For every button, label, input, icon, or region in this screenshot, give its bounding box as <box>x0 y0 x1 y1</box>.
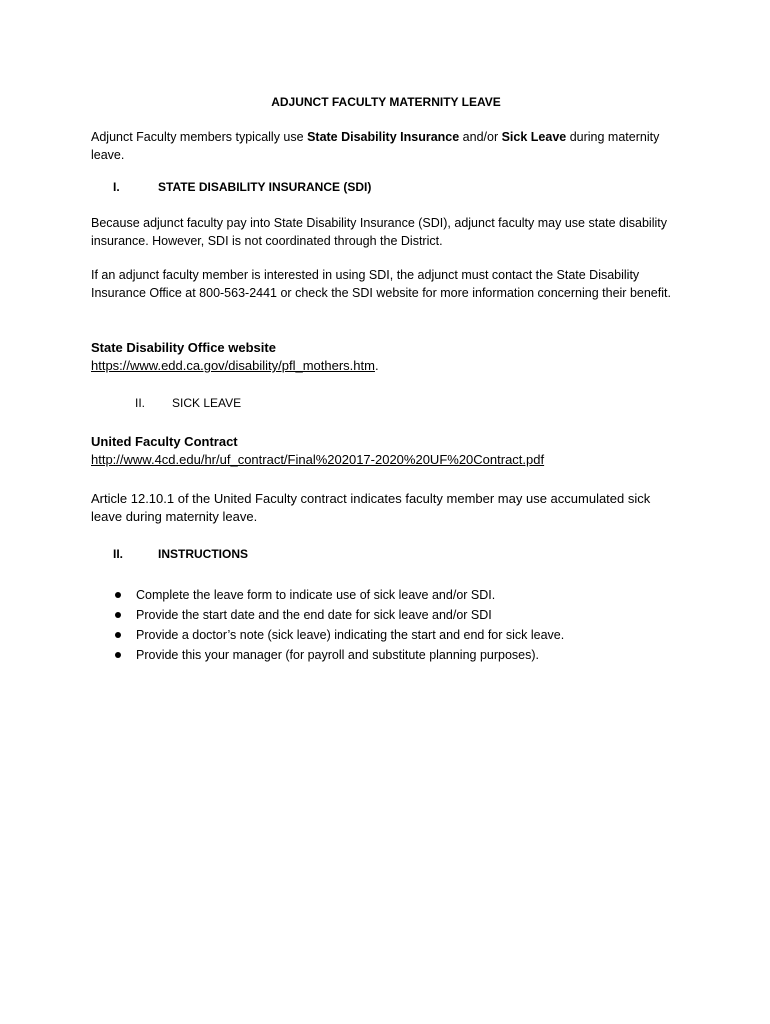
list-item: Provide a doctor’s note (sick leave) indicating the start and end for sick leave. <box>91 625 681 645</box>
instructions-list <box>91 585 681 665</box>
section-sdi-title: STATE DISABILITY INSURANCE (SDI) <box>158 180 372 194</box>
intro-text-2: and/or <box>459 130 502 144</box>
contract-link-title: United Faculty Contract <box>91 434 238 449</box>
contract-pdf-link[interactable]: http://www.4cd.edu/hr/uf_contract/Final%202017-2020%20UF%20Contract.pdf <box>91 452 545 467</box>
sdi-paragraph-1: Because adjunct faculty pay into State Disability Insurance (SDI), adjunct faculty may use state disability insurance. However, SDI is not coordinated through the District. <box>91 216 667 248</box>
section-sick-leave-numeral: II. <box>135 396 146 410</box>
list-item: Complete the leave form to indicate use of sick leave and/or SDI. <box>91 585 681 605</box>
intro-text-1: Adjunct Faculty members typically use <box>91 130 308 144</box>
sdi-link-suffix: . <box>374 358 379 373</box>
list-item: Provide this your manager (for payroll and substitute planning purposes). <box>91 645 681 665</box>
bullet-icon <box>115 612 121 618</box>
bullet-icon <box>115 592 121 598</box>
section-instructions-numeral: II. <box>113 547 124 561</box>
sdi-paragraph-2: If an adjunct faculty member is interested in using SDI, the adjunct must contact the State Disability Insurance Office at 800-563-2441 or check the SDI website for more information concerning their benefit. <box>91 268 671 300</box>
bullet-icon <box>115 632 121 638</box>
sdi-website-link[interactable]: https://www.edd.ca.gov/disability/pfl_mothers.htm <box>91 358 375 373</box>
bullet-icon <box>115 652 121 658</box>
intro-text-3: during maternity leave. <box>91 130 660 162</box>
section-sick-leave-title: SICK LEAVE <box>172 396 242 410</box>
section-sdi-numeral: I. <box>113 180 120 194</box>
intro-bold-sdi: State Disability Insurance <box>307 130 460 144</box>
intro-bold-sick-leave: Sick Leave <box>501 130 567 144</box>
article-paragraph: Article 12.10.1 of the United Faculty contract indicates faculty member may use accumulated sick leave during maternity leave. <box>91 491 651 524</box>
contract-link-block <box>91 433 681 469</box>
list-item: Provide the start date and the end date for sick leave and/or SDI <box>91 605 681 625</box>
sdi-link-block <box>91 339 681 375</box>
intro-paragraph <box>91 128 681 164</box>
section-instructions-title: INSTRUCTIONS <box>158 547 248 561</box>
page-title: ADJUNCT FACULTY MATERNITY LEAVE <box>271 95 501 109</box>
sdi-link-title: State Disability Office website <box>91 340 276 355</box>
